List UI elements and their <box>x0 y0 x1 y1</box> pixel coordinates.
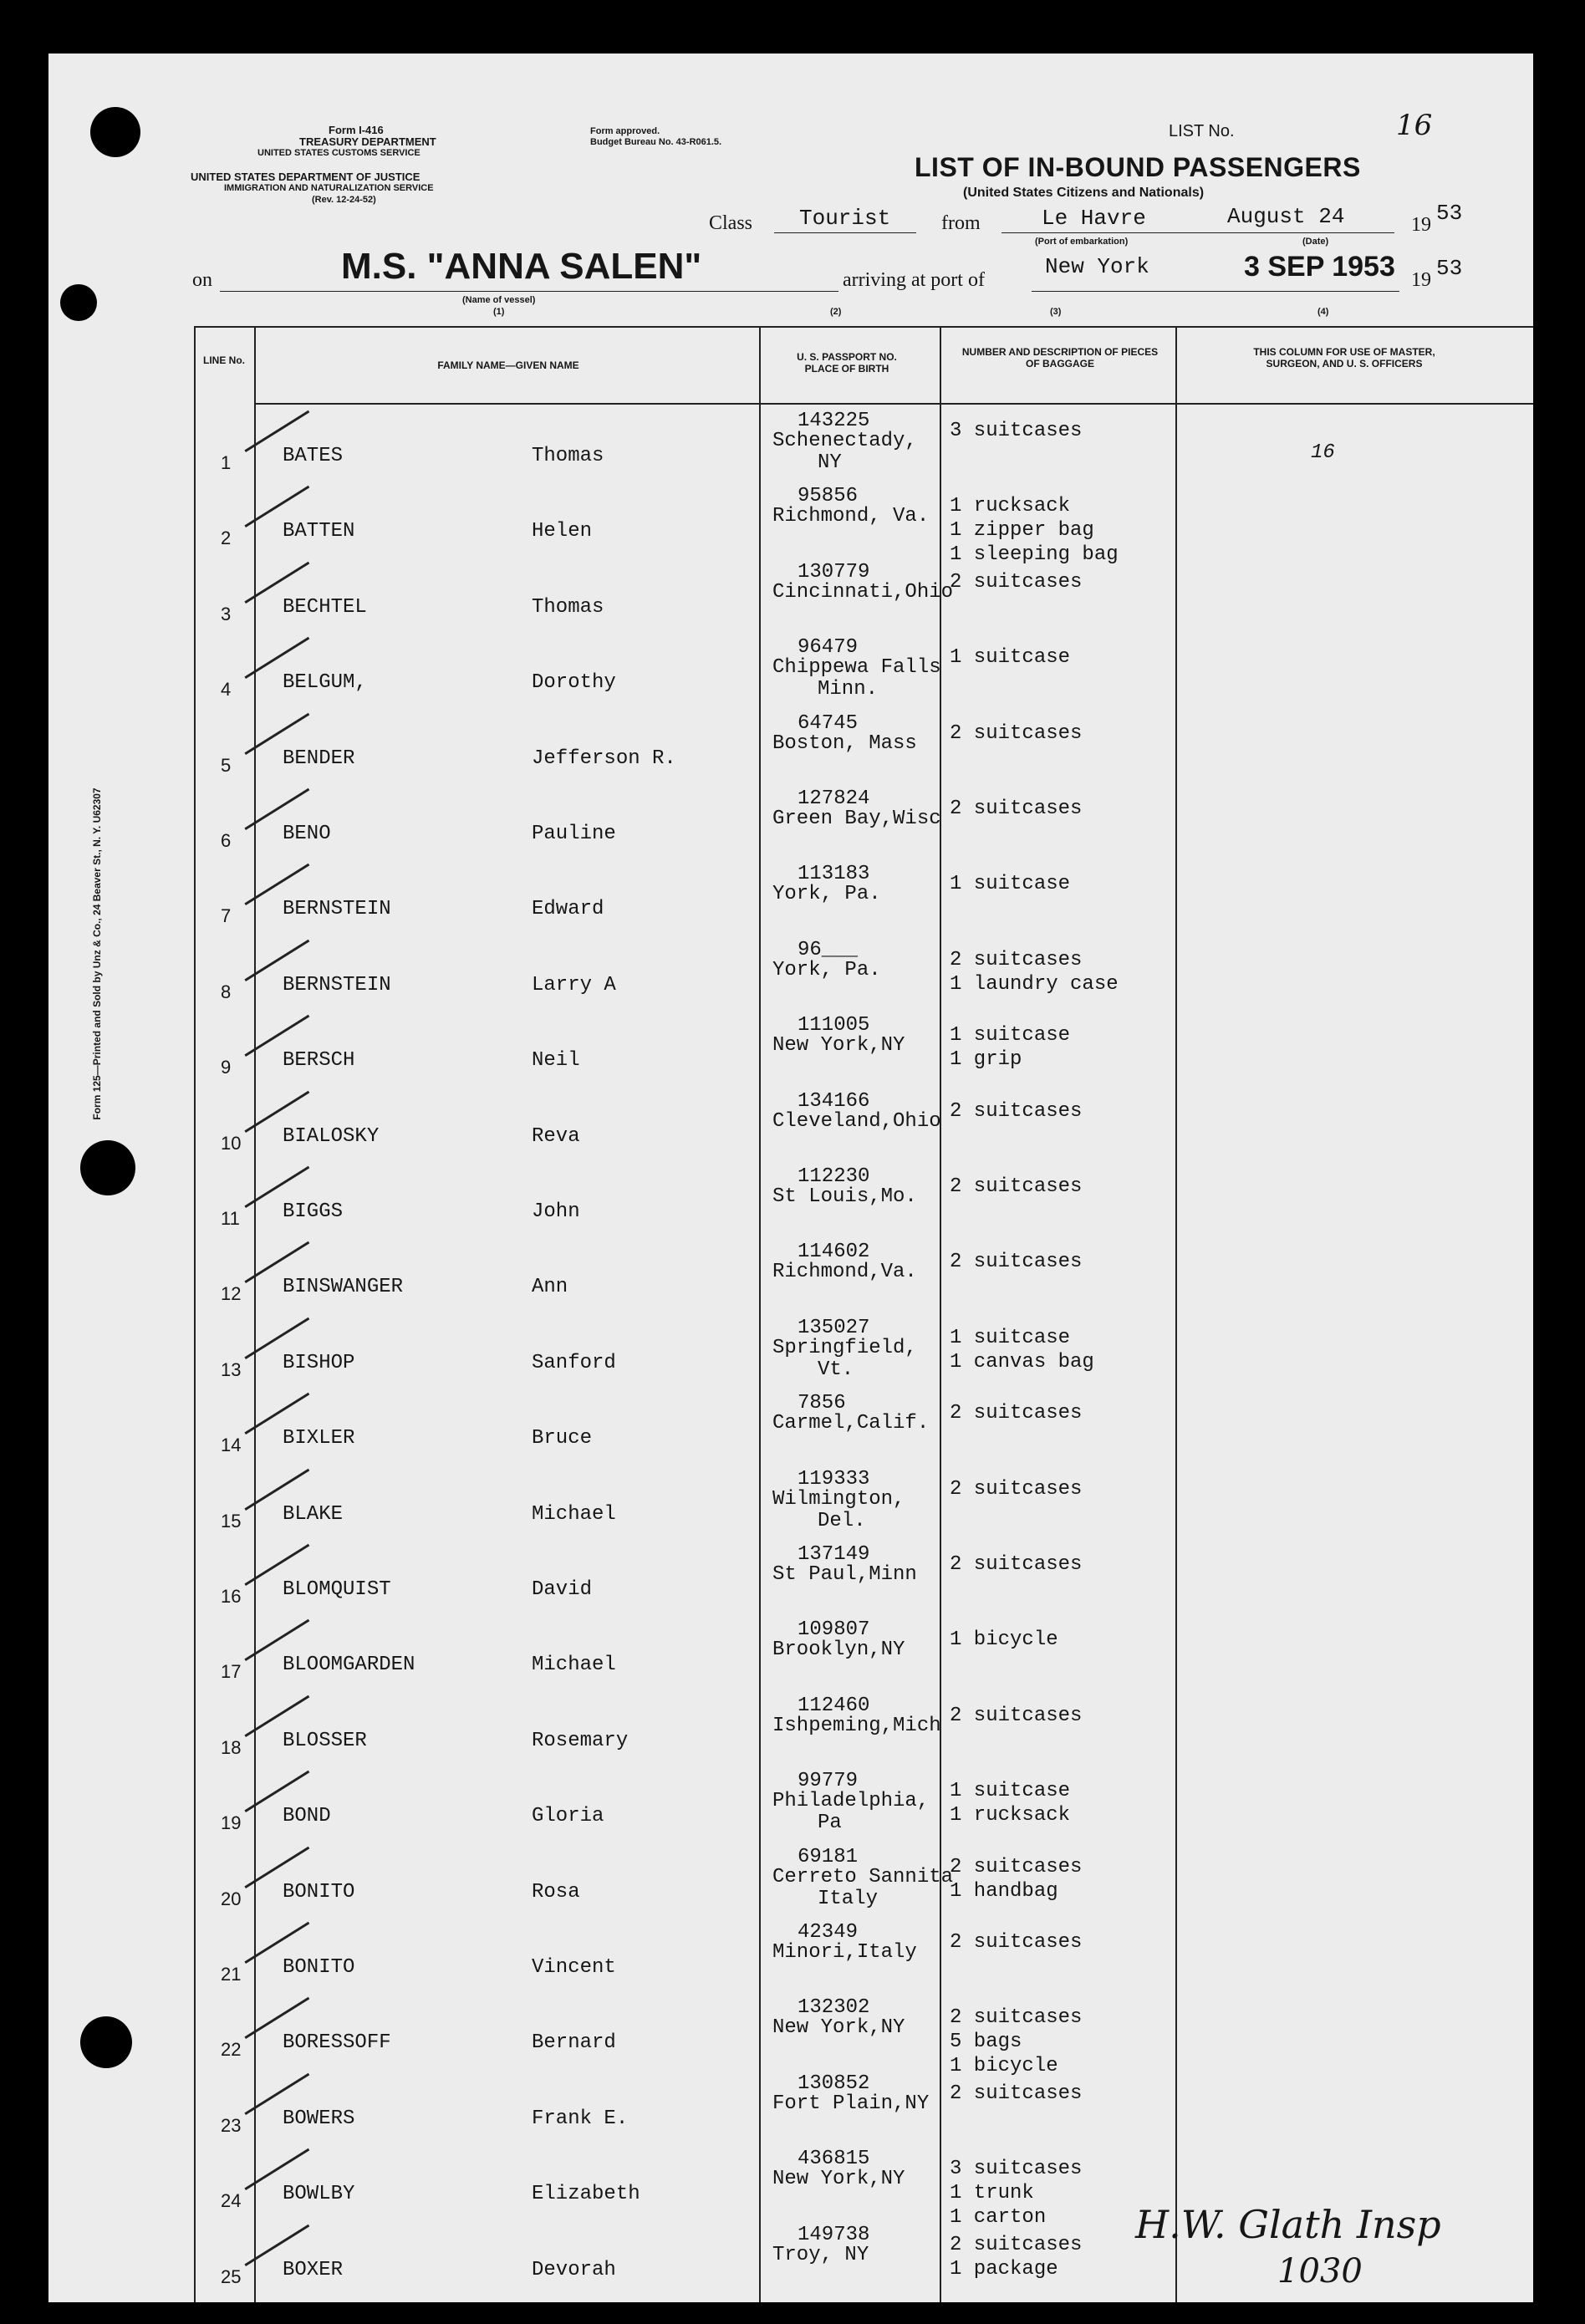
given-name: Bruce <box>532 1427 593 1450</box>
embark-port: Le Havre <box>1042 206 1146 231</box>
family-name: BOWERS <box>283 2107 355 2130</box>
given-name: Reva <box>532 1124 580 1148</box>
passport-number: 127824 <box>798 787 870 810</box>
table-row <box>48 405 1533 480</box>
table-row <box>48 1765 1533 1840</box>
place-of-birth: Boston, Mass <box>772 731 917 755</box>
place-of-birth: Cleveland,Ohio <box>772 1109 941 1133</box>
passport-number: 69181 <box>798 1845 859 1868</box>
passport-number: 130852 <box>798 2072 870 2095</box>
given-name: Larry A <box>532 973 616 996</box>
line-number: 13 <box>221 1358 242 1380</box>
table-row <box>48 1160 1533 1236</box>
place-of-birth: Philadelphia, <box>772 1790 930 1813</box>
given-name: Edward <box>532 898 604 921</box>
arriving-label: arriving at port of <box>843 269 985 291</box>
binder-hole <box>80 2016 132 2068</box>
binder-hole <box>60 284 97 321</box>
date-caption: (Date) <box>1302 237 1329 247</box>
given-name: Jefferson R. <box>532 747 676 770</box>
arrival-year-prefix: 19 <box>1411 269 1431 291</box>
given-name: Pauline <box>532 823 616 845</box>
baggage-item: 2 suitcases <box>950 2082 1083 2105</box>
line-number: 19 <box>221 1812 242 1834</box>
table-row <box>48 631 1533 706</box>
class-label: Class <box>709 212 753 234</box>
passport-number: 112460 <box>798 1694 870 1717</box>
baggage-item: 1 grip <box>950 1048 1022 1072</box>
given-name: Elizabeth <box>532 2183 640 2206</box>
passport-number: 96___ <box>798 938 859 961</box>
family-name: BLAKE <box>283 1502 344 1526</box>
baggage-item: 2 suitcases <box>950 1402 1083 1425</box>
baggage-item: 1 suitcase <box>950 1024 1071 1047</box>
given-name: Devorah <box>532 2258 616 2281</box>
passport-number: 113183 <box>798 863 870 886</box>
line-number: 12 <box>221 1283 242 1305</box>
line-number: 24 <box>221 2190 242 2212</box>
passport-number: 64745 <box>798 711 859 735</box>
line-number: 20 <box>221 1888 242 1909</box>
baggage-item: 1 sleeping bag <box>950 543 1119 567</box>
col-num-1: (1) <box>493 307 505 317</box>
embark-date: August 24 <box>1227 204 1345 229</box>
page-title: LIST OF IN-BOUND PASSENGERS <box>915 152 1361 182</box>
given-name: Bernard <box>532 2031 616 2055</box>
vessel-name: M.S. "ANNA SALEN" <box>341 246 702 287</box>
baggage-item: 3 suitcases <box>950 420 1083 442</box>
baggage-item: 1 laundry case <box>950 972 1119 996</box>
baggage-item: 1 suitcase <box>950 873 1071 896</box>
passport-number: 7856 <box>798 1392 846 1415</box>
table-row <box>48 1312 1533 1387</box>
table-row <box>48 480 1533 567</box>
baggage-item: 3 suitcases <box>950 2158 1083 2181</box>
baggage-item: 1 bicycle <box>950 2055 1058 2078</box>
baggage-item: 1 suitcase <box>950 646 1071 670</box>
family-name: BIGGS <box>283 1200 344 1223</box>
baggage-item: 1 suitcase <box>950 1326 1071 1349</box>
inspector-signature: H.W. Glath Insp <box>1135 2202 1441 2247</box>
place-of-birth: York, Pa. <box>772 883 881 906</box>
given-name: Rosa <box>532 1880 580 1904</box>
place-of-birth-cont: Pa <box>818 1812 842 1835</box>
form-number: Form I-416 <box>329 124 384 136</box>
passport-number: 111005 <box>798 1014 870 1037</box>
table-row <box>48 1085 1533 1160</box>
officer-note: 16 <box>1311 441 1335 464</box>
form-approved: Form approved. <box>590 126 660 136</box>
passport-number: 134166 <box>798 1089 870 1113</box>
place-of-birth: Ishpeming,Mich <box>772 1714 941 1737</box>
table-row <box>48 1387 1533 1462</box>
list-no-label: LIST No. <box>1169 122 1235 140</box>
baggage-item: 1 canvas bag <box>950 1350 1094 1374</box>
place-of-birth: Minori,Italy <box>772 1941 917 1964</box>
line-number: 10 <box>221 1132 242 1154</box>
line-number: 5 <box>221 754 232 776</box>
col-header-baggage: NUMBER AND DESCRIPTION OF PIECES OF BAGGAGE <box>961 346 1159 369</box>
passport-number: 95856 <box>798 485 859 508</box>
place-of-birth: Green Bay,Wisc <box>772 808 941 830</box>
place-of-birth-cont: Vt. <box>818 1358 854 1381</box>
col-num-4: (4) <box>1317 307 1329 317</box>
family-name: BORESSOFF <box>283 2031 391 2055</box>
footer-number: 1030 <box>1277 2252 1363 2291</box>
table-row <box>48 2067 1533 2143</box>
place-of-birth-cont: Del. <box>818 1509 866 1532</box>
table-row <box>48 1613 1533 1689</box>
line-number: 23 <box>221 2114 242 2136</box>
place-of-birth: Schenectady, <box>772 430 917 452</box>
given-name: John <box>532 1200 580 1223</box>
binder-hole <box>90 107 140 157</box>
table-row <box>48 1236 1533 1311</box>
place-of-birth: Carmel,Calif. <box>772 1412 930 1435</box>
col-num-2: (2) <box>830 307 842 317</box>
place-of-birth: Fort Plain,NY <box>772 2092 930 2115</box>
table-row <box>48 1916 1533 1991</box>
budget-bureau: Budget Bureau No. 43-R061.5. <box>590 137 722 147</box>
baggage-item: 1 rucksack <box>950 495 1071 518</box>
line-number: 11 <box>221 1208 240 1229</box>
passport-number: 132302 <box>798 1996 870 2020</box>
family-name: BOND <box>283 1805 331 1828</box>
baggage-item: 2 suitcases <box>950 1175 1083 1198</box>
place-of-birth: St Louis,Mo. <box>772 1185 917 1208</box>
family-name: BLOMQUIST <box>283 1578 391 1601</box>
family-name: BISHOP <box>283 1351 355 1374</box>
family-name: BONITO <box>283 1880 355 1904</box>
table-row <box>48 556 1533 631</box>
year-prefix: 19 <box>1411 214 1431 236</box>
baggage-item: 1 bicycle <box>950 1628 1058 1652</box>
passport-number: 143225 <box>798 410 870 432</box>
year-value: 53 <box>1436 201 1463 226</box>
family-name: BERNSTEIN <box>283 898 391 921</box>
line-number: 25 <box>221 2265 242 2287</box>
given-name: Michael <box>532 1654 616 1677</box>
justice-label: UNITED STATES DEPARTMENT OF JUSTICE <box>191 171 420 183</box>
baggage-item: 2 suitcases <box>950 1251 1083 1274</box>
family-name: BONITO <box>283 1956 355 1979</box>
col-header-officers: THIS COLUMN FOR USE OF MASTER, SURGEON, AND U. S. OFFICERS <box>1253 346 1435 369</box>
place-of-birth: New York,NY <box>772 1034 905 1058</box>
baggage-item: 1 carton <box>950 2206 1047 2230</box>
line-number: 21 <box>221 1964 242 1985</box>
vessel-caption: (Name of vessel) <box>462 295 536 305</box>
baggage-item: 1 zipper bag <box>950 519 1094 543</box>
line-number: 6 <box>221 830 232 851</box>
arrival-year: 53 <box>1436 256 1463 281</box>
given-name: Ann <box>532 1276 568 1299</box>
given-name: Dorothy <box>532 671 616 695</box>
passport-number: 112230 <box>798 1165 870 1188</box>
line-number: 22 <box>221 2039 242 2061</box>
baggage-item: 2 suitcases <box>950 948 1083 971</box>
table-row <box>48 1841 1533 1916</box>
given-name: David <box>532 1578 593 1601</box>
baggage-item: 2 suitcases <box>950 570 1083 594</box>
baggage-item: 2 suitcases <box>950 1931 1083 1954</box>
family-name: BENO <box>283 823 331 845</box>
on-label: on <box>192 269 212 291</box>
given-name: Helen <box>532 520 593 543</box>
given-name: Frank E. <box>532 2107 629 2130</box>
passport-number: 119333 <box>798 1467 870 1491</box>
table-row <box>48 1463 1533 1538</box>
line-number: 8 <box>221 981 232 1002</box>
baggage-item: 2 suitcases <box>950 1477 1083 1501</box>
family-name: BENDER <box>283 747 355 770</box>
baggage-item: 1 rucksack <box>950 1804 1071 1827</box>
baggage-item: 2 suitcases <box>950 2233 1083 2256</box>
given-name: Thomas <box>532 595 604 619</box>
given-name: Sanford <box>532 1351 616 1374</box>
baggage-item: 2 suitcases <box>950 1553 1083 1576</box>
family-name: BATTEN <box>283 520 355 543</box>
place-of-birth: Wilmington, <box>772 1487 905 1511</box>
col-header-line: LINE No. <box>203 354 245 366</box>
baggage-item: 1 package <box>950 2257 1058 2281</box>
passport-number: 42349 <box>798 1921 859 1944</box>
place-of-birth: Cincinnati,Ohio <box>772 580 954 604</box>
place-of-birth: Brooklyn,NY <box>772 1639 905 1662</box>
col-header-name: FAMILY NAME—GIVEN NAME <box>437 359 579 371</box>
table-row <box>48 934 1533 1009</box>
family-name: BOWLBY <box>283 2183 355 2206</box>
binder-hole <box>80 1140 135 1195</box>
place-of-birth: St Paul,Minn <box>772 1563 917 1586</box>
baggage-item: 2 suitcases <box>950 1099 1083 1123</box>
passport-number: 96479 <box>798 636 859 660</box>
family-name: BLOSSER <box>283 1729 367 1752</box>
passport-number: 114602 <box>798 1241 870 1264</box>
customs-label: UNITED STATES CUSTOMS SERVICE <box>257 148 420 158</box>
place-of-birth: Chippewa Falls <box>772 656 941 680</box>
table-row <box>48 1538 1533 1613</box>
arrival-port: New York <box>1045 254 1149 279</box>
line-number: 9 <box>221 1057 232 1078</box>
line-number: 16 <box>221 1586 242 1607</box>
list-no-value: 16 <box>1396 109 1433 142</box>
place-of-birth: York, Pa. <box>772 958 881 981</box>
line-number: 14 <box>221 1435 242 1456</box>
baggage-item: 2 suitcases <box>950 1855 1083 1878</box>
col-num-3: (3) <box>1050 307 1062 317</box>
family-name: BELGUM, <box>283 671 367 695</box>
line-number: 4 <box>221 679 232 701</box>
class-value: Tourist <box>799 206 891 231</box>
page-subtitle: (United States Citizens and Nationals) <box>963 186 1205 200</box>
passport-number: 149738 <box>798 2223 870 2246</box>
printer-note: Form 125—Printed and Sold by Unz & Co., 24 Beaver St., N. Y. U62307 <box>91 787 103 1120</box>
place-of-birth: New York,NY <box>772 2016 905 2040</box>
given-name: Gloria <box>532 1805 604 1828</box>
place-of-birth: Cerreto Sannita <box>772 1865 954 1888</box>
line-number: 1 <box>221 452 232 473</box>
table-row <box>48 782 1533 858</box>
baggage-item: 5 bags <box>950 2031 1022 2054</box>
line-number: 7 <box>221 905 232 927</box>
rev-label: (Rev. 12-24-52) <box>312 195 376 205</box>
document-page <box>48 54 1533 2302</box>
place-of-birth: Springfield, <box>772 1336 917 1359</box>
place-of-birth: Richmond,Va. <box>772 1261 917 1284</box>
table-row <box>48 1009 1533 1084</box>
baggage-item: 1 handbag <box>950 1879 1058 1903</box>
baggage-item: 1 trunk <box>950 2182 1034 2205</box>
ins-label: IMMIGRATION AND NATURALIZATION SERVICE <box>224 183 434 193</box>
table-row <box>48 858 1533 933</box>
place-of-birth: New York,NY <box>772 2168 905 2191</box>
place-of-birth: Richmond, Va. <box>772 505 930 528</box>
family-name: BATES <box>283 445 344 467</box>
given-name: Neil <box>532 1049 580 1073</box>
passport-number: 99779 <box>798 1770 859 1793</box>
family-name: BOXER <box>283 2258 344 2281</box>
baggage-item: 2 suitcases <box>950 1704 1083 1727</box>
line-number: 2 <box>221 527 232 549</box>
passport-number: 436815 <box>798 2148 870 2171</box>
arrival-date-stamp: 3 SEP 1953 <box>1244 251 1395 283</box>
line-number: 18 <box>221 1736 242 1758</box>
given-name: Michael <box>532 1502 616 1526</box>
passport-number: 135027 <box>798 1316 870 1339</box>
place-of-birth-cont: Italy <box>818 1887 879 1910</box>
given-name: Rosemary <box>532 1729 629 1752</box>
from-label: from <box>941 212 981 234</box>
family-name: BIALOSKY <box>283 1124 380 1148</box>
line-number: 15 <box>221 1510 242 1531</box>
table-row <box>48 1689 1533 1765</box>
passport-number: 137149 <box>798 1543 870 1566</box>
given-name: Vincent <box>532 1956 616 1979</box>
family-name: BINSWANGER <box>283 1276 404 1299</box>
baggage-item: 2 suitcases <box>950 2006 1083 2030</box>
baggage-item: 2 suitcases <box>950 798 1083 820</box>
line-number: 3 <box>221 603 232 624</box>
baggage-item: 1 suitcase <box>950 1780 1071 1803</box>
family-name: BERNSTEIN <box>283 973 391 996</box>
table-row <box>48 707 1533 782</box>
line-number: 17 <box>221 1661 242 1683</box>
treasury-label: TREASURY DEPARTMENT <box>299 135 436 148</box>
passport-number: 130779 <box>798 560 870 584</box>
family-name: BECHTEL <box>283 595 367 619</box>
passport-number: 109807 <box>798 1618 870 1642</box>
col-header-passport: U. S. PASSPORT NO. PLACE OF BIRTH <box>797 351 897 375</box>
place-of-birth-cont: NY <box>818 451 842 474</box>
place-of-birth-cont: Minn. <box>818 678 879 701</box>
family-name: BIXLER <box>283 1427 355 1450</box>
family-name: BERSCH <box>283 1049 355 1073</box>
table-row <box>48 1991 1533 2078</box>
embark-caption: (Port of embarkation) <box>1035 237 1129 247</box>
baggage-item: 2 suitcases <box>950 721 1083 745</box>
given-name: Thomas <box>532 445 604 467</box>
place-of-birth: Troy, NY <box>772 2243 869 2266</box>
family-name: BLOOMGARDEN <box>283 1654 415 1677</box>
